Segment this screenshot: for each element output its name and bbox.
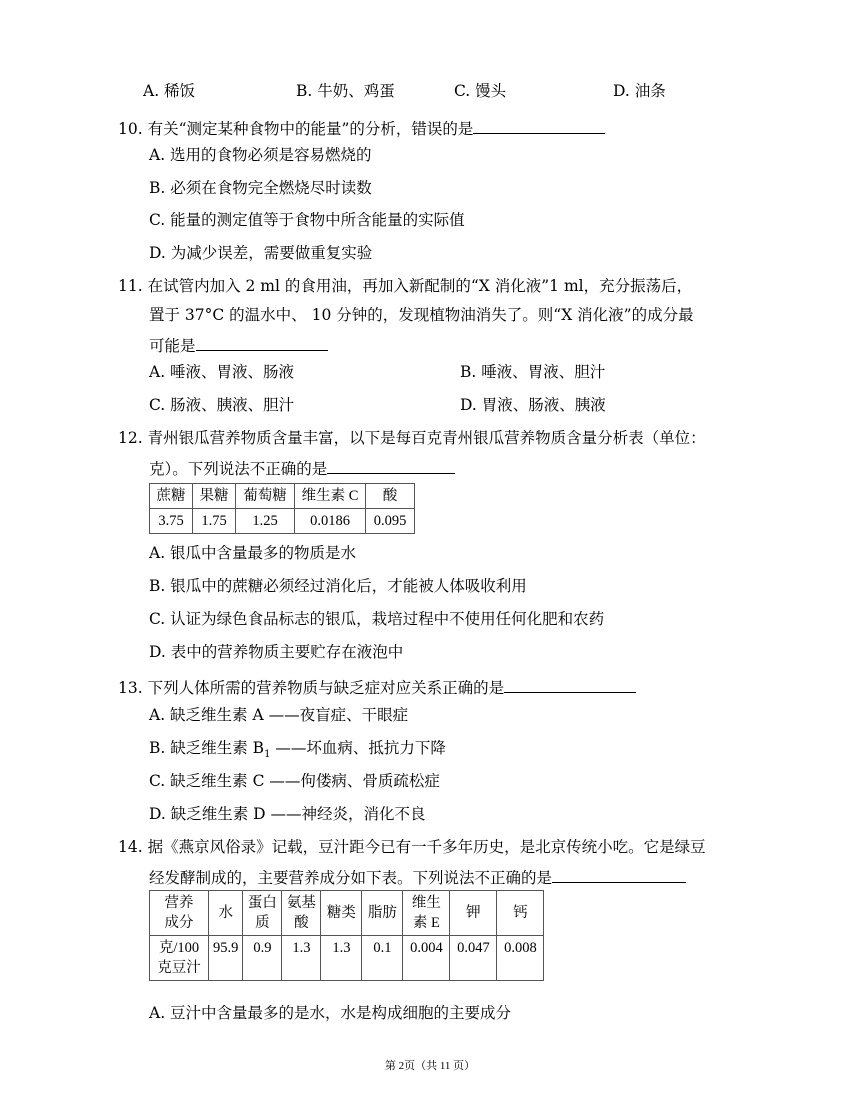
table-row bbox=[150, 509, 415, 534]
q10-option-d: D. 为减少误差，需要做重复实验 bbox=[149, 244, 373, 262]
q10-option-b: B. 必须在食物完全燃烧尽时读数 bbox=[149, 179, 372, 197]
table-cell: 0.0186 bbox=[295, 509, 366, 534]
q12-option-a: A. 银瓜中含量最多的物质是水 bbox=[149, 544, 357, 562]
q11-option-a: A. 唾液、胃液、肠液 bbox=[149, 363, 295, 381]
header-text: 氨基 bbox=[286, 895, 316, 911]
table-header-cell bbox=[321, 891, 362, 936]
q10-stem bbox=[118, 117, 605, 139]
q12-stem-line2 bbox=[149, 457, 455, 479]
q12-nutrient-table bbox=[149, 483, 415, 534]
header-text: 水 bbox=[218, 905, 233, 921]
table-cell bbox=[150, 936, 209, 981]
page-footer: 第 2页（共 11 页） bbox=[384, 1060, 476, 1072]
q12-option-c: C. 认证为绿色食品标志的银瓜，栽培过程中不使用任何化肥和农药 bbox=[149, 610, 605, 628]
table-row bbox=[150, 936, 544, 981]
q12-answer-blank[interactable] bbox=[327, 457, 455, 474]
q11-option-c: C. 肠液、胰液、胆汁 bbox=[149, 396, 295, 414]
table-cell: 1.25 bbox=[236, 509, 295, 534]
q14-option-a: A. 豆汁中含量最多的是水，水是构成细胞的主要成分 bbox=[149, 1004, 512, 1022]
header-text: 钾 bbox=[466, 905, 481, 921]
q13-stem bbox=[118, 676, 636, 698]
q12-stem-line1: 12. 青州银瓜营养物质含量丰富，以下是每百克青州银瓜营养物质含量分析表（单位： bbox=[118, 429, 706, 447]
q10-option-a: A. 选用的食物必须是容易燃烧的 bbox=[149, 146, 372, 164]
header-text: 糖类 bbox=[326, 905, 356, 921]
q11-answer-blank[interactable] bbox=[196, 334, 328, 351]
q14-nutrient-table bbox=[149, 890, 544, 981]
table-cell: 0.9 bbox=[243, 936, 282, 981]
header-text: 素 E bbox=[412, 915, 440, 931]
q11-stem-line1: 11. 在试管内加入 2 ml 的食用油，再加入新配制的“X 消化液”1 ml，充分振荡后， bbox=[118, 277, 693, 295]
header-text: 酸 bbox=[294, 915, 309, 931]
table-cell: 3.75 bbox=[150, 509, 193, 534]
table-header-cell: 维生素 C bbox=[295, 484, 366, 509]
header-text: 营养 bbox=[164, 895, 194, 911]
q13-option-b-text: B. 缺乏维生素 B bbox=[149, 739, 265, 757]
table-cell: 0.004 bbox=[403, 936, 450, 981]
q14-stem-text: 经发酵制成的，主要营养成分如下表。下列说法不正确的是 bbox=[149, 869, 553, 887]
q9-option-d: D. 油条 bbox=[613, 82, 666, 100]
cell-text: 克豆汁 bbox=[157, 960, 201, 976]
q9-option-b: B. 牛奶、鸡蛋 bbox=[296, 82, 395, 100]
table-cell: 95.9 bbox=[209, 936, 243, 981]
table-header-cell bbox=[497, 891, 544, 936]
q13-option-d: D. 缺乏维生素 D ——神经炎，消化不良 bbox=[149, 805, 426, 823]
q13-answer-blank[interactable] bbox=[504, 676, 636, 693]
q9-option-c: C. 馒头 bbox=[454, 82, 507, 100]
table-header-cell bbox=[403, 891, 450, 936]
table-cell: 1.75 bbox=[193, 509, 236, 534]
table-cell: 0.1 bbox=[362, 936, 403, 981]
table-header-cell bbox=[362, 891, 403, 936]
q9-option-a: A. 稀饭 bbox=[143, 82, 196, 100]
table-header-cell: 果糖 bbox=[193, 484, 236, 509]
table-header-cell bbox=[243, 891, 282, 936]
header-text: 蛋白 bbox=[247, 895, 277, 911]
q14-stem-line1: 14. 据《燕京风俗录》记载，豆汁距今已有一千多年历史，是北京传统小吃。它是绿豆 bbox=[118, 838, 706, 856]
q11-stem-text: 可能是 bbox=[149, 337, 196, 355]
table-header-cell bbox=[450, 891, 497, 936]
table-cell: 0.008 bbox=[497, 936, 544, 981]
q12-option-b: B. 银瓜中的蔗糖必须经过消化后，才能被人体吸收利用 bbox=[149, 577, 527, 595]
table-row bbox=[150, 484, 415, 509]
header-text: 成分 bbox=[164, 915, 194, 931]
q12-option-d: D. 表中的营养物质主要贮存在液泡中 bbox=[149, 643, 404, 661]
table-header-cell: 酸 bbox=[366, 484, 415, 509]
q12-stem-text: 克）。下列说法不正确的是 bbox=[149, 460, 328, 478]
header-text: 脂肪 bbox=[367, 905, 397, 921]
table-header-cell bbox=[282, 891, 321, 936]
q13-option-b-subscript: 1 bbox=[264, 749, 271, 761]
table-row bbox=[150, 891, 544, 936]
header-text: 维生 bbox=[411, 895, 441, 911]
q10-answer-blank[interactable] bbox=[473, 117, 605, 134]
header-text: 质 bbox=[255, 915, 270, 931]
q14-answer-blank[interactable] bbox=[552, 866, 686, 883]
q13-option-b-rest: ——坏血病、抵抗力下降 bbox=[270, 739, 446, 757]
q11-option-b: B. 唾液、胃液、胆汁 bbox=[460, 363, 606, 381]
table-cell: 1.3 bbox=[282, 936, 321, 981]
q11-stem-line2: 置于 37°C 的温水中、 10 分钟的，发现植物油消失了。则“X 消化液”的成分最 bbox=[149, 306, 694, 324]
q11-stem-line3 bbox=[149, 334, 328, 356]
table-header-cell bbox=[150, 891, 209, 936]
header-text: 钙 bbox=[513, 905, 528, 921]
q14-stem-line2 bbox=[149, 866, 686, 888]
q11-option-d: D. 胃液、肠液、胰液 bbox=[460, 396, 606, 414]
table-header-cell: 葡萄糖 bbox=[236, 484, 295, 509]
q10-stem-text: 10. 有关“测定某种食物中的能量”的分析，错误的是 bbox=[118, 120, 474, 138]
table-cell: 1.3 bbox=[321, 936, 362, 981]
q13-option-a: A. 缺乏维生素 A ——夜盲症、干眼症 bbox=[149, 706, 409, 724]
table-header-cell: 蔗糖 bbox=[150, 484, 193, 509]
q13-option-b bbox=[149, 738, 446, 765]
table-cell: 0.095 bbox=[366, 509, 415, 534]
q13-stem-text: 13. 下列人体所需的营养物质与缺乏症对应关系正确的是 bbox=[118, 679, 505, 697]
table-cell: 0.047 bbox=[450, 936, 497, 981]
q10-option-c: C. 能量的测定值等于食物中所含能量的实际值 bbox=[149, 211, 465, 229]
cell-text: 克/100 bbox=[158, 940, 200, 956]
table-header-cell bbox=[209, 891, 243, 936]
q13-option-c: C. 缺乏维生素 C ——佝偻病、骨质疏松症 bbox=[149, 772, 440, 790]
